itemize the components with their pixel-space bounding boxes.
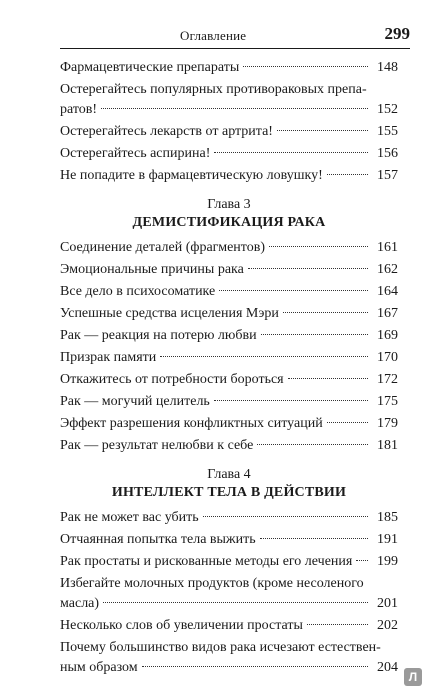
toc-entry-title: Почему большинство видов рака исчезают естествен- — [60, 640, 381, 655]
toc-entry-page: 169 — [377, 328, 398, 343]
toc-entry-page: 164 — [377, 284, 398, 299]
toc-entry-title: Рак — реакция на потерю любви — [60, 328, 257, 343]
dot-leader — [243, 66, 368, 67]
table-of-contents — [60, 58, 398, 680]
dot-leader — [283, 312, 368, 313]
dot-leader — [261, 334, 368, 335]
toc-entry-title: Эффект разрешения конфликтных ситуаций — [60, 416, 323, 431]
toc-entry — [60, 80, 398, 122]
toc-entry — [60, 638, 398, 680]
toc-entry — [60, 238, 398, 260]
toc-entry-page: 201 — [377, 596, 398, 611]
dot-leader — [219, 290, 368, 291]
toc-entry-title-continued: ратов! — [60, 102, 98, 117]
toc-entry-page: 148 — [377, 60, 398, 75]
toc-entry — [60, 348, 398, 370]
toc-entry-title: Рак — результат нелюбви к себе — [60, 438, 254, 453]
toc-entry-title: Соединение деталей (фрагментов) — [60, 240, 265, 255]
page-header — [60, 24, 410, 49]
dot-leader — [269, 246, 368, 247]
toc-entry-title: Остерегайтесь лекарств от артрита! — [60, 124, 273, 139]
toc-entry-title: Призрак памяти — [60, 350, 157, 365]
dot-leader — [260, 538, 368, 539]
toc-entry-page: 161 — [377, 240, 398, 255]
toc-entry — [60, 530, 398, 552]
dot-leader — [101, 108, 368, 109]
toc-entry-title: Рак — могучий целитель — [60, 394, 210, 409]
toc-entry — [60, 508, 398, 530]
dot-leader — [288, 378, 368, 379]
dot-leader — [214, 152, 368, 153]
toc-entry-page: 185 — [377, 510, 398, 525]
toc-entry-title: Успешные средства исцеления Мэри — [60, 306, 279, 321]
running-head: Оглавление — [180, 28, 247, 43]
toc-entry-page: 175 — [377, 394, 398, 409]
chapter-label: Глава 3 — [207, 197, 251, 212]
dot-leader — [307, 624, 368, 625]
toc-entry — [60, 166, 398, 188]
toc-entry-page: 172 — [377, 372, 398, 387]
toc-entry-page: 179 — [377, 416, 398, 431]
toc-entry — [60, 260, 398, 282]
toc-entry-page: 204 — [377, 660, 398, 675]
toc-entry — [60, 282, 398, 304]
toc-entry-title: Остерегайтесь аспирина! — [60, 146, 211, 161]
dot-leader — [277, 130, 368, 131]
dot-leader — [214, 400, 368, 401]
toc-entry — [60, 552, 398, 574]
chapter-label: Глава 4 — [207, 467, 251, 482]
chapter-title: ИНТЕЛЛЕКТ ТЕЛА В ДЕЙСТВИИ — [111, 485, 347, 500]
toc-entry-page: 181 — [377, 438, 398, 453]
toc-entry — [60, 616, 398, 638]
dot-leader — [248, 268, 368, 269]
chapter-heading — [60, 466, 398, 502]
publisher-logo-icon: Л — [404, 668, 422, 686]
dot-leader — [257, 444, 368, 445]
toc-entry — [60, 326, 398, 348]
toc-entry-page: 167 — [377, 306, 398, 321]
toc-entry — [60, 574, 398, 616]
dot-leader — [103, 602, 368, 603]
toc-entry-title-continued: ным образом — [60, 660, 138, 675]
toc-entry-page: 157 — [377, 168, 398, 183]
toc-entry-title: Все дело в психосоматике — [60, 284, 216, 299]
toc-entry — [60, 436, 398, 458]
toc-chapter-4 — [60, 508, 398, 680]
chapter-title: ДЕМИСТИФИКАЦИЯ РАКА — [132, 215, 326, 230]
toc-entry-title: Остерегайтесь популярных противораковых препа- — [60, 82, 367, 97]
toc-entry-title: Рак не может вас убить — [60, 510, 199, 525]
toc-entry-title: Избегайте молочных продуктов (кроме несоленого — [60, 576, 364, 591]
toc-entry-page: 156 — [377, 146, 398, 161]
toc-entry-page: 202 — [377, 618, 398, 633]
toc-entry-title-continued: масла) — [60, 596, 100, 611]
toc-entry-title: Отчаянная попытка тела выжить — [60, 532, 256, 547]
toc-entry-page: 152 — [377, 102, 398, 117]
toc-entry-page: 170 — [377, 350, 398, 365]
toc-chapter-3 — [60, 238, 398, 458]
toc-section-before — [60, 58, 398, 188]
toc-entry — [60, 414, 398, 436]
toc-entry — [60, 58, 398, 80]
toc-entry-title: Не попадите в фармацевтическую ловушку! — [60, 168, 323, 183]
page-number: 299 — [384, 24, 410, 43]
toc-entry — [60, 144, 398, 166]
toc-entry-title: Несколько слов об увеличении простаты — [60, 618, 303, 633]
dot-leader — [327, 422, 368, 423]
dot-leader — [356, 560, 368, 561]
chapter-heading — [60, 196, 398, 232]
toc-entry — [60, 122, 398, 144]
toc-entry-page: 155 — [377, 124, 398, 139]
dot-leader — [160, 356, 368, 357]
toc-entry-page: 191 — [377, 532, 398, 547]
toc-entry — [60, 370, 398, 392]
dot-leader — [327, 174, 368, 175]
toc-entry-page: 162 — [377, 262, 398, 277]
toc-entry-title: Откажитесь от потребности бороться — [60, 372, 284, 387]
toc-entry — [60, 392, 398, 414]
toc-entry — [60, 304, 398, 326]
toc-entry-title: Эмоциональные причины рака — [60, 262, 244, 277]
toc-entry-title: Рак простаты и рискованные методы его лечения — [60, 554, 353, 569]
toc-entry-page: 199 — [377, 554, 398, 569]
dot-leader — [203, 516, 368, 517]
toc-entry-title: Фармацевтические препараты — [60, 60, 240, 75]
dot-leader — [142, 666, 368, 667]
